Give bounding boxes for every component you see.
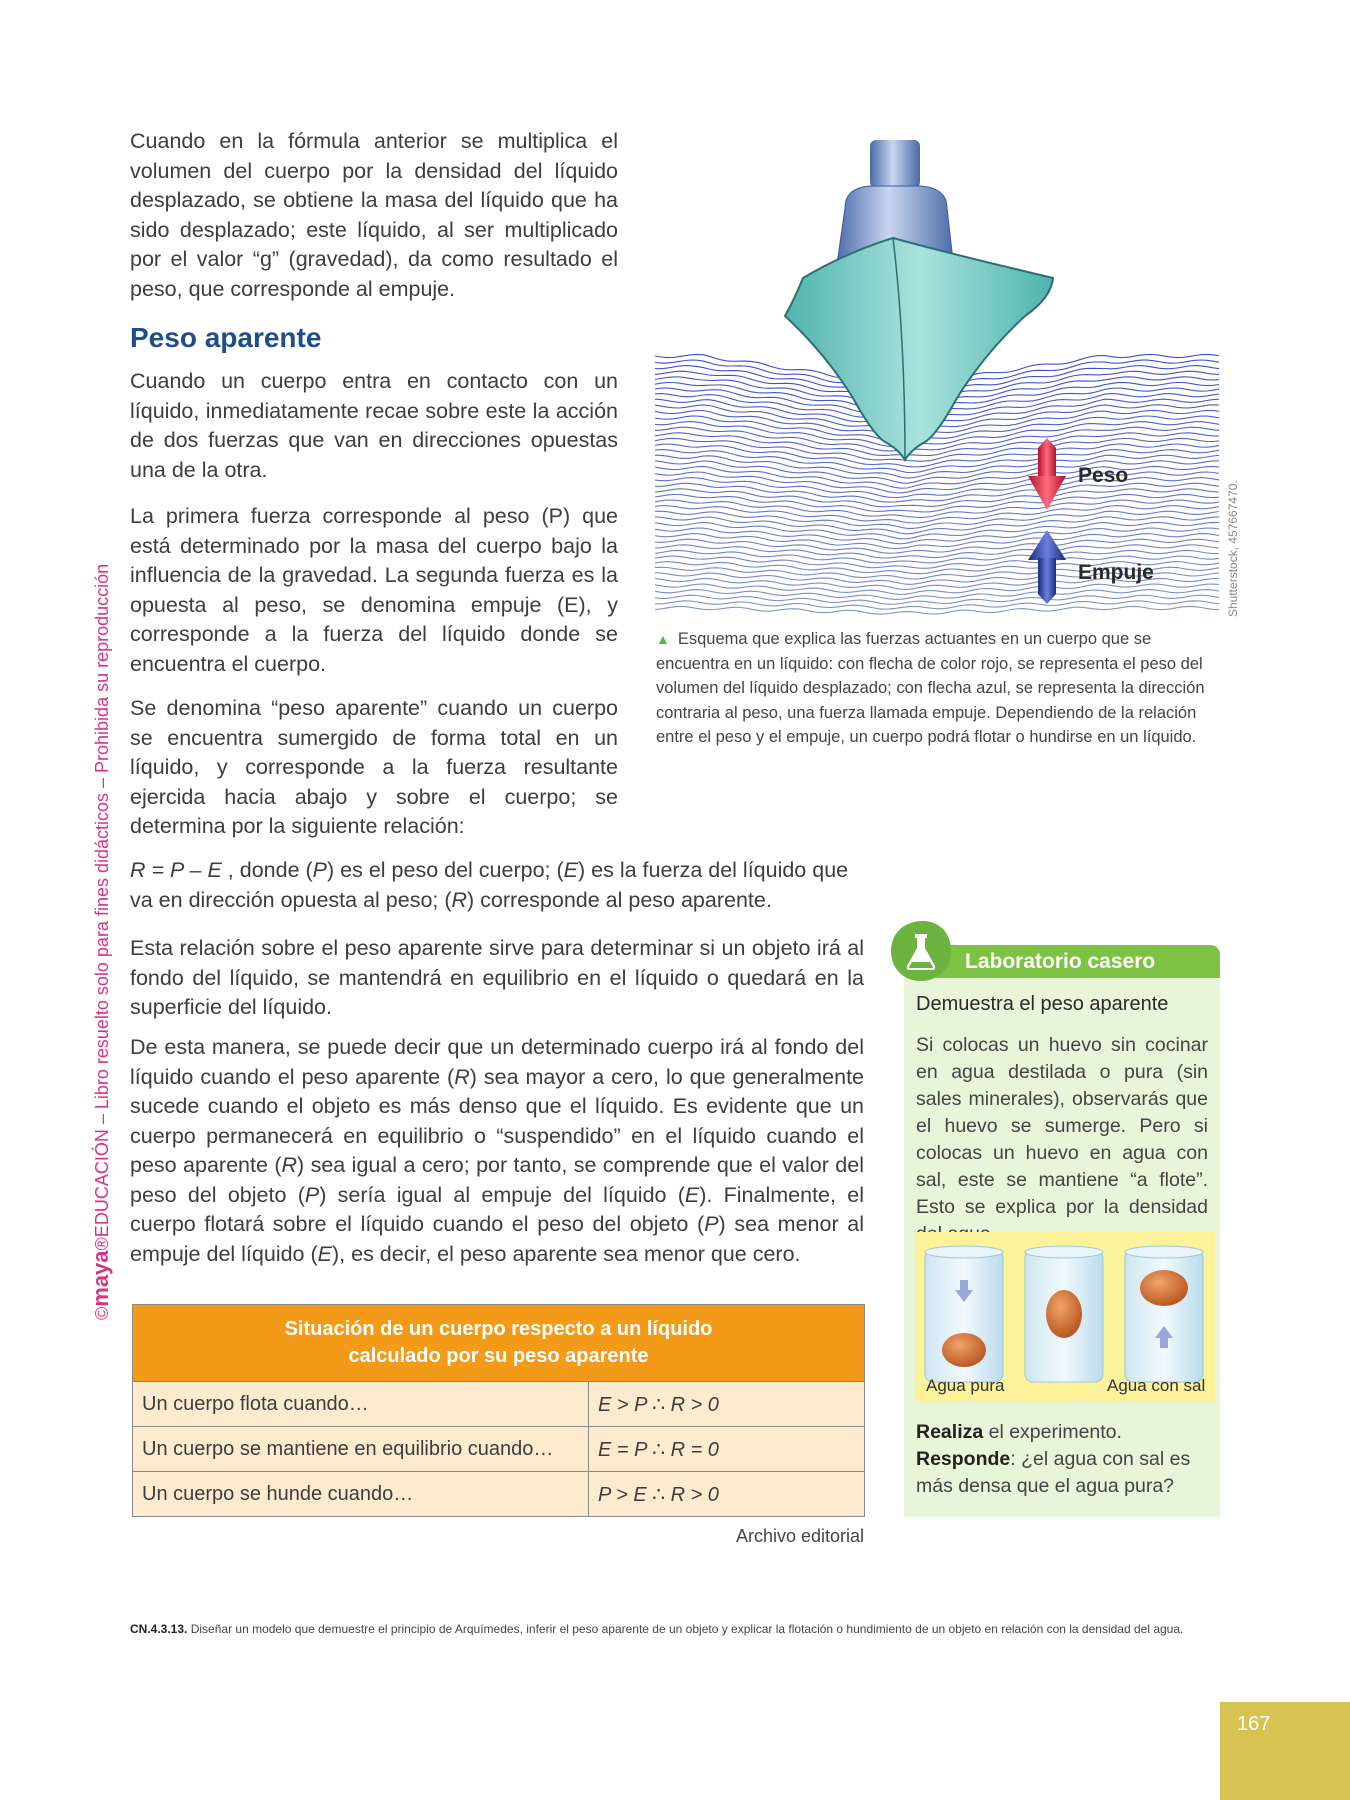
realiza-label: Realiza: [916, 1421, 984, 1443]
lab-description: Si colocas un huevo sin cocinar en agua destilada o pura (sin sales minerales), observarás que el huevo se sumerge. Pero si colocas un huevo en agua con sal, este se mantiene “a flote”. Esto se explica por la densidad del agua.: [916, 1034, 1208, 1245]
side-copyright-note: [88, 470, 114, 1320]
water-line: [655, 545, 1219, 558]
var-p: P: [312, 858, 328, 882]
table-cell-situation: Un cuerpo se mantiene en equilibrio cuando…: [133, 1427, 589, 1472]
lab-activity: [916, 1419, 1216, 1500]
table-source: Archivo editorial: [735, 1526, 864, 1546]
ship-funnel-top: [870, 140, 920, 188]
table-cell-situation: Un cuerpo se hunde cuando…: [133, 1472, 589, 1517]
text-span: : ¿el agua con sal es más densa que el agua pura?: [916, 1448, 1191, 1497]
table-header: [133, 1305, 865, 1382]
var-p: P: [304, 1182, 320, 1207]
intro-paragraph: Cuando en la fórmula anterior se multiplica el volumen del cuerpo por la densidad del líquido desplazado, se obtiene la masa del líquido que ha sido desplazado; este líquido, al ser multiplicado por el valor “g” (gravedad), da como resultado el peso, que corresponde al empuje.: [130, 129, 618, 301]
table-cell-situation: Un cuerpo flota cuando…: [133, 1382, 589, 1427]
paragraph-two-forces: Cuando un cuerpo entra en contacto con un líquido, inmediatamente recae sobre este la acción de dos fuerzas que van en direcciones opuestas una de la otra.: [130, 369, 618, 482]
text-span: ) corresponde al peso aparente.: [467, 887, 772, 912]
formula: R = P – E: [130, 858, 222, 882]
var-e: E: [563, 858, 578, 882]
table-row: [133, 1472, 865, 1517]
text-span: ) sea mayor a cero, lo que generalmente sucede cuando el objeto es más denso que el líquido. Es evidente que un cuerpo permanecerá en equilibrio o “suspendido” en el líquido cuando el peso aparente (: [130, 1064, 864, 1177]
var-p: P: [704, 1212, 719, 1236]
glass-pure-water: [925, 1246, 1003, 1382]
table-header-row: [133, 1305, 865, 1382]
label-pure-water: Agua pura: [926, 1376, 1005, 1395]
water-line: [655, 483, 1219, 502]
ship-buoyancy-diagram: [655, 138, 1220, 620]
table-cell-formula: E > P ∴ R > 0: [589, 1382, 865, 1427]
water-line: [655, 606, 1219, 614]
water-line: [655, 500, 1219, 518]
table-row: [133, 1382, 865, 1427]
table-row: [133, 1427, 865, 1472]
photo-credit: Shutterstock, 457667470.: [1226, 480, 1240, 617]
label-peso: Peso: [1078, 464, 1129, 487]
text-span: , donde (: [221, 858, 313, 882]
caption-text: Esquema que explica las fuerzas actuantes en un cuerpo que se encuentra en un líquido: con flecha de color rojo, se representa el peso del volumen del líquido desplazado; con flecha azul, se representa la dirección contraria al peso, una fuerza llamada empuje. Dependiendo de la relación entre el peso y el empuje, un cuerpo podrá flotar o hundirse en un líquido.: [656, 630, 1205, 746]
page-number: 167: [1237, 1713, 1271, 1735]
curriculum-text: Diseñar un modelo que demuestre el principio de Arquímedes, inferir el peso aparente de un objeto y explicar la flotación o hundimiento de un objeto en relación con la densidad del agua.: [187, 1622, 1184, 1636]
table-header-line1: Situación de un cuerpo respecto a un líquido: [284, 1318, 713, 1340]
paragraph-weight-buoyancy: La primera fuerza corresponde al peso (P) que está determinado por la masa del cuerpo bajo la influencia de la gravedad. La segunda fuerza es la opuesta al peso, se denomina empuje (E), y corresponde a la fuerza del líquido donde se encuentra el cuerpo.: [130, 504, 618, 676]
table-header-line2: calculado por su peso aparente: [348, 1345, 649, 1367]
label-salt-water: Agua con sal: [1107, 1376, 1206, 1395]
text-span: ) sería igual al empuje del líquido (: [319, 1182, 685, 1207]
water-line: [655, 494, 1219, 512]
formula-paragraph: [130, 856, 864, 915]
text-span: ) es la fuerza del líquido que va en dirección opuesta al peso; (: [130, 858, 849, 912]
text-span: ) sea igual a cero; por tanto, se comprende que el valor del peso del objeto (: [130, 1153, 864, 1207]
lab-title: Laboratorio casero: [965, 950, 1156, 973]
text-span: el experimento.: [983, 1421, 1122, 1443]
text-span: ) sea menor al empuje del líquido (: [130, 1212, 865, 1266]
glass-medium-water: [1025, 1246, 1103, 1382]
figure-caption: [656, 627, 1216, 750]
var-e: E: [317, 1241, 332, 1266]
paragraph-conditions: [130, 1033, 864, 1269]
var-r: R: [451, 887, 468, 912]
brand-logo-text: maya: [88, 1250, 113, 1307]
table-cell-formula: P > E ∴ R > 0: [589, 1472, 865, 1517]
var-r: R: [454, 1064, 470, 1089]
text-span: ). Finalmente, el cuerpo flotará sobre el líquido cuando el peso del objeto (: [130, 1182, 864, 1236]
paragraph-relation-use: Esta relación sobre el peso aparente sirve para determinar si un objeto irá al fondo del líquido, se mantendrá en equilibrio en el líquido o quedará en la superficie del líquido.: [130, 936, 864, 1019]
caption-marker-icon: ▲: [656, 631, 670, 647]
apparent-weight-table: [132, 1304, 865, 1517]
flask-icon: [888, 918, 954, 984]
var-r: R: [281, 1153, 298, 1177]
responde-label: Responde: [916, 1448, 1011, 1470]
glass-salt-water: [1125, 1246, 1203, 1382]
lab-subtitle: Demuestra el peso aparente: [916, 993, 1169, 1015]
section-heading: Peso aparente: [130, 322, 322, 353]
side-note-text: EDUCACIÓN – Libro resuelto solo para fines didácticos – Prohibida su reproducción: [92, 563, 112, 1238]
var-e: E: [684, 1182, 700, 1207]
text-span: ), es decir, el peso aparente sea menor que cero.: [332, 1241, 801, 1266]
paragraph-apparent-weight: Se denomina “peso aparente” cuando un cuerpo se encuentra sumergido de forma total en un líquido, y corresponde a la fuerza resultante ejercida hacia abajo y sobre el cuerpo; se determina por la siguiente relación:: [130, 696, 618, 838]
text-span: De esta manera, se puede decir que un determinado cuerpo irá al fondo del líquido cuando el peso aparente (: [130, 1035, 864, 1089]
water-line: [655, 601, 1219, 609]
curriculum-note: [130, 1622, 1222, 1637]
registered-symbol: ®: [92, 1237, 112, 1251]
table-cell-formula: E = P ∴ R = 0: [589, 1427, 865, 1472]
label-empuje: Empuje: [1078, 561, 1154, 584]
curriculum-code: CN.4.3.13.: [130, 1622, 188, 1636]
text-span: ) es el peso del cuerpo; (: [327, 858, 564, 882]
buoyancy-arrow: [1028, 530, 1066, 604]
copyright-symbol: ©: [92, 1306, 112, 1320]
